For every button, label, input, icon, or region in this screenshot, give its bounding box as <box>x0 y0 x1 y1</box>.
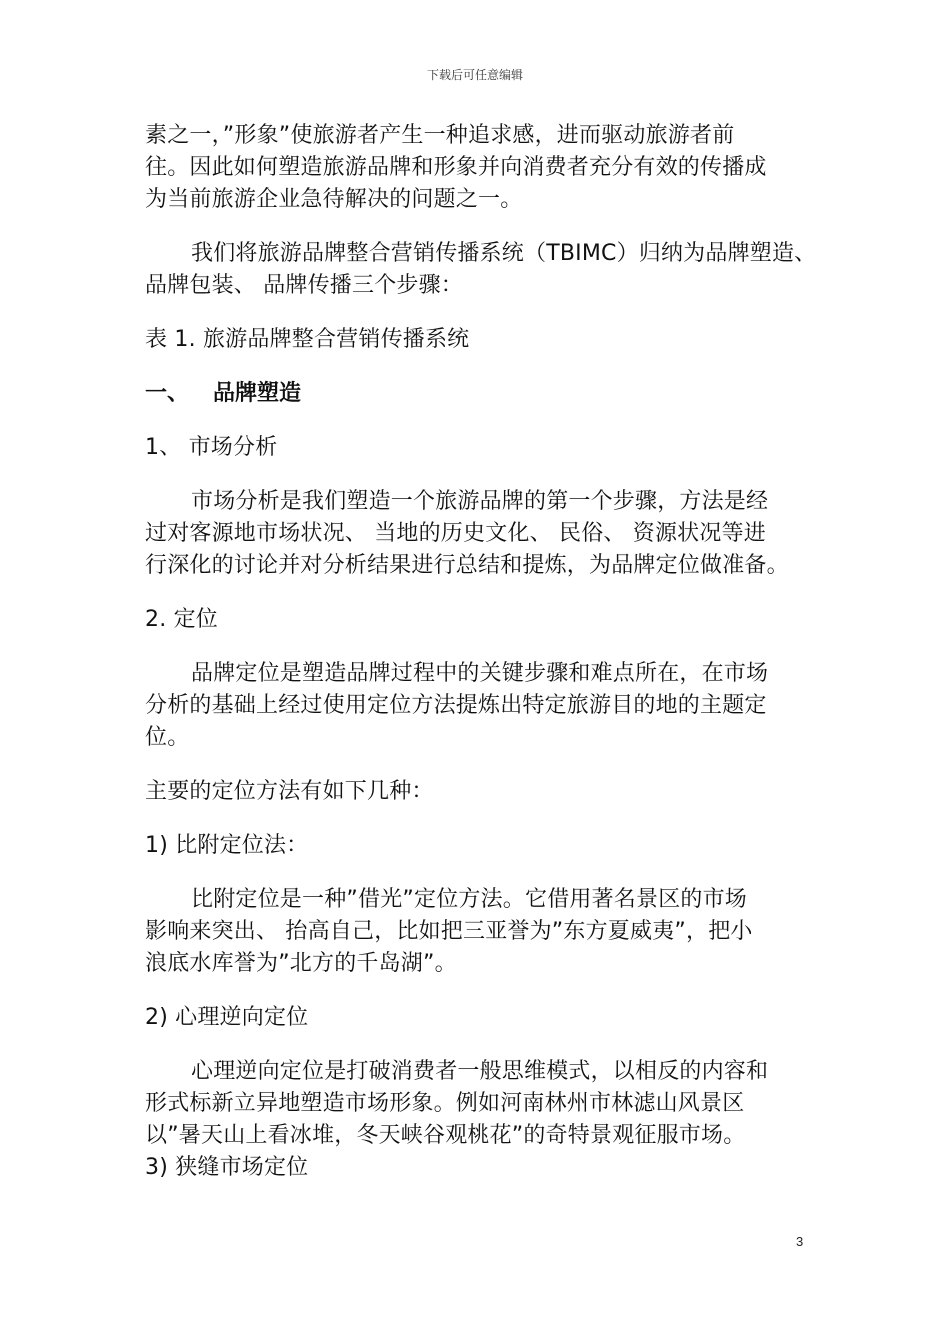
paragraph-tbimc <box>145 238 817 302</box>
paragraph-reverse-positioning <box>145 1056 817 1152</box>
text-line: 我们将旅游品牌整合营销传播系统（TBIMC）归纳为品牌塑造、 <box>191 241 817 266</box>
text-line: 浪底水库誉为”北方的千岛湖”。 <box>145 951 457 976</box>
subheading-niche-positioning: 3) 狭缝市场定位 <box>145 1155 309 1180</box>
text-line: 过对客源地市场状况、 当地的历史文化、 民俗、 资源状况等进 <box>145 521 766 546</box>
paragraph-positioning <box>145 658 817 754</box>
text-line: 市场分析是我们塑造一个旅游品牌的第一个步骤，方法是经 <box>191 489 769 514</box>
subheading-reverse-positioning: 2) 心理逆向定位 <box>145 1005 309 1030</box>
text-line: 品牌包装、 品牌传播三个步骤： <box>145 273 463 298</box>
section-number: 一、 <box>145 381 190 406</box>
page-header: 下载后可任意编辑 <box>426 68 523 82</box>
paragraph-comparison-method <box>145 884 817 980</box>
paragraph-market-analysis <box>145 486 817 582</box>
paragraph-intro <box>145 120 817 216</box>
text-line: 比附定位是一种”借光”定位方法。它借用著名景区的市场 <box>191 887 747 912</box>
table-caption: 表 1. 旅游品牌整合营销传播系统 <box>145 327 470 352</box>
subheading-positioning: 2. 定位 <box>145 607 218 632</box>
paragraph-methods-intro: 主要的定位方法有如下几种： <box>145 779 434 804</box>
text-line: 素之一，”形象”使旅游者产生一种追求感，进而驱动旅游者前 <box>145 123 735 148</box>
text-line: 往。因此如何塑造旅游品牌和形象并向消费者充分有效的传播成 <box>145 155 767 180</box>
text-line: 位。 <box>145 725 190 750</box>
section-title: 品牌塑造 <box>213 381 302 406</box>
text-line: 以”暑天山上看冰堆，冬天峡谷观桃花”的奇特景观征服市场。 <box>145 1123 746 1148</box>
subheading-market-analysis: 1、 市场分析 <box>145 435 278 460</box>
text-line: 为当前旅游企业急待解决的问题之一。 <box>145 187 523 212</box>
page-number: 3 <box>796 1234 804 1249</box>
subheading-comparison-method: 1) 比附定位法： <box>145 833 309 858</box>
text-line: 品牌定位是塑造品牌过程中的关键步骤和难点所在，在市场 <box>191 661 769 686</box>
text-line: 分析的基础上经过使用定位方法提炼出特定旅游目的地的主题定 <box>145 693 767 718</box>
document-body <box>145 120 817 1184</box>
section-heading <box>145 378 817 410</box>
text-line: 形式标新立异地塑造市场形象。例如河南林州市林滤山风景区 <box>145 1091 745 1116</box>
text-line: 心理逆向定位是打破消费者一般思维模式，以相反的内容和 <box>191 1059 769 1084</box>
text-line: 影响来突出、 抬高自己，比如把三亚誉为”东方夏威夷”，把小 <box>145 919 753 944</box>
text-line: 行深化的讨论并对分析结果进行总结和提炼，为品牌定位做准备。 <box>145 553 789 578</box>
